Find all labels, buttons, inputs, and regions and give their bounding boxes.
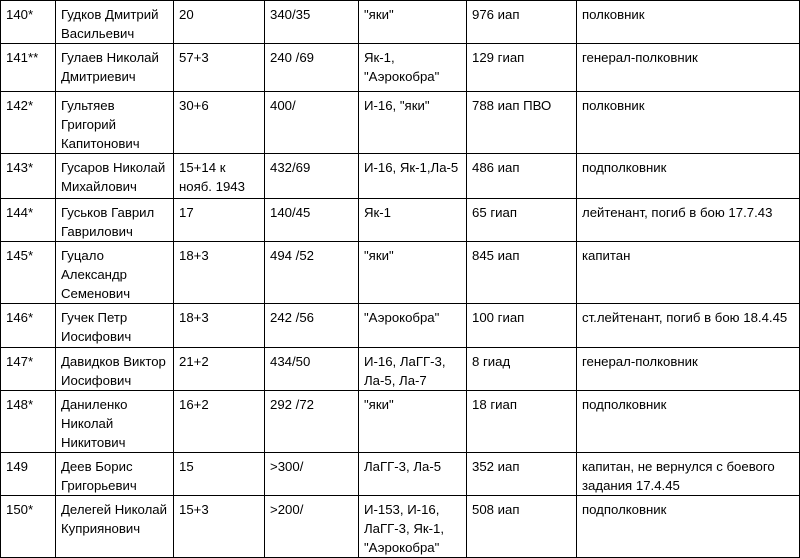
sorties-battles: 292 /72 — [265, 391, 359, 453]
row-number: 142* — [1, 92, 56, 154]
aces-table-body — [1, 1, 800, 558]
regiment: 18 гиап — [467, 391, 577, 453]
rank: капитан — [577, 242, 800, 304]
row-number: 145* — [1, 242, 56, 304]
table-row — [1, 496, 800, 558]
aircraft: И-16, Як-1,Ла-5 — [359, 154, 467, 199]
rank: генерал-полковник — [577, 44, 800, 92]
rank: ст.лейтенант, погиб в бою 18.4.45 — [577, 304, 800, 348]
rank: генерал-полковник — [577, 348, 800, 391]
regiment: 100 гиап — [467, 304, 577, 348]
pilot-name: Деев Борис Григорьевич — [56, 453, 174, 496]
victories: 20 — [174, 1, 265, 44]
victories: 57+3 — [174, 44, 265, 92]
regiment: 976 иап — [467, 1, 577, 44]
pilot-name: Гуцало Александр Семенович — [56, 242, 174, 304]
rank: полковник — [577, 92, 800, 154]
victories: 18+3 — [174, 242, 265, 304]
sorties-battles: 494 /52 — [265, 242, 359, 304]
aircraft: Як-1 — [359, 199, 467, 242]
rank: подполковник — [577, 496, 800, 558]
victories: 15+3 — [174, 496, 265, 558]
regiment: 129 гиап — [467, 44, 577, 92]
row-number: 150* — [1, 496, 56, 558]
row-number: 148* — [1, 391, 56, 453]
sorties-battles: 140/45 — [265, 199, 359, 242]
victories: 17 — [174, 199, 265, 242]
aircraft: И-153, И-16, ЛаГГ-3, Як-1, "Аэрокобра" — [359, 496, 467, 558]
pilot-name: Даниленко Николай Никитович — [56, 391, 174, 453]
pilot-name: Гулаев Николай Дмитриевич — [56, 44, 174, 92]
rank: полковник — [577, 1, 800, 44]
victories: 16+2 — [174, 391, 265, 453]
sorties-battles: 434/50 — [265, 348, 359, 391]
pilot-name: Гудков Дмитрий Васильевич — [56, 1, 174, 44]
aircraft: "яки" — [359, 1, 467, 44]
row-number: 149 — [1, 453, 56, 496]
table-row — [1, 391, 800, 453]
sorties-battles: 240 /69 — [265, 44, 359, 92]
sorties-battles: 340/35 — [265, 1, 359, 44]
table-row — [1, 199, 800, 242]
pilot-name: Делегей Николай Куприянович — [56, 496, 174, 558]
sorties-battles: 432/69 — [265, 154, 359, 199]
row-number: 141** — [1, 44, 56, 92]
table-row — [1, 44, 800, 92]
rank: подполковник — [577, 391, 800, 453]
aircraft: "яки" — [359, 391, 467, 453]
table-row — [1, 154, 800, 199]
rank: подполковник — [577, 154, 800, 199]
table-row — [1, 453, 800, 496]
regiment: 8 гиад — [467, 348, 577, 391]
table-row — [1, 304, 800, 348]
regiment: 845 иап — [467, 242, 577, 304]
regiment: 508 иап — [467, 496, 577, 558]
rank: лейтенант, погиб в бою 17.7.43 — [577, 199, 800, 242]
table-row — [1, 1, 800, 44]
pilot-name: Давидков Виктор Иосифович — [56, 348, 174, 391]
pilot-name: Гультяев Григорий Капитонович — [56, 92, 174, 154]
victories: 21+2 — [174, 348, 265, 391]
victories: 18+3 — [174, 304, 265, 348]
row-number: 147* — [1, 348, 56, 391]
regiment: 486 иап — [467, 154, 577, 199]
regiment: 352 иап — [467, 453, 577, 496]
victories: 15+14 к нояб. 1943 — [174, 154, 265, 199]
row-number: 143* — [1, 154, 56, 199]
aircraft: "яки" — [359, 242, 467, 304]
pilot-name: Гуськов Гаврил Гаврилович — [56, 199, 174, 242]
pilot-name: Гусаров Николай Михайлович — [56, 154, 174, 199]
victories: 15 — [174, 453, 265, 496]
row-number: 146* — [1, 304, 56, 348]
row-number: 140* — [1, 1, 56, 44]
regiment: 788 иап ПВО — [467, 92, 577, 154]
aircraft: И-16, ЛаГГ-3, Ла-5, Ла-7 — [359, 348, 467, 391]
victories: 30+6 — [174, 92, 265, 154]
pilot-name: Гучек Петр Иосифович — [56, 304, 174, 348]
table-row — [1, 242, 800, 304]
aircraft: "Аэрокобра" — [359, 304, 467, 348]
table-row — [1, 92, 800, 154]
rank: капитан, не вернулся с боевого задания 17.4.45 — [577, 453, 800, 496]
aircraft: И-16, "яки" — [359, 92, 467, 154]
table-row — [1, 348, 800, 391]
sorties-battles: 400/ — [265, 92, 359, 154]
sorties-battles: 242 /56 — [265, 304, 359, 348]
aircraft: ЛаГГ-3, Ла-5 — [359, 453, 467, 496]
row-number: 144* — [1, 199, 56, 242]
sorties-battles: >300/ — [265, 453, 359, 496]
regiment: 65 гиап — [467, 199, 577, 242]
aircraft: Як-1, "Аэрокобра" — [359, 44, 467, 92]
sorties-battles: >200/ — [265, 496, 359, 558]
